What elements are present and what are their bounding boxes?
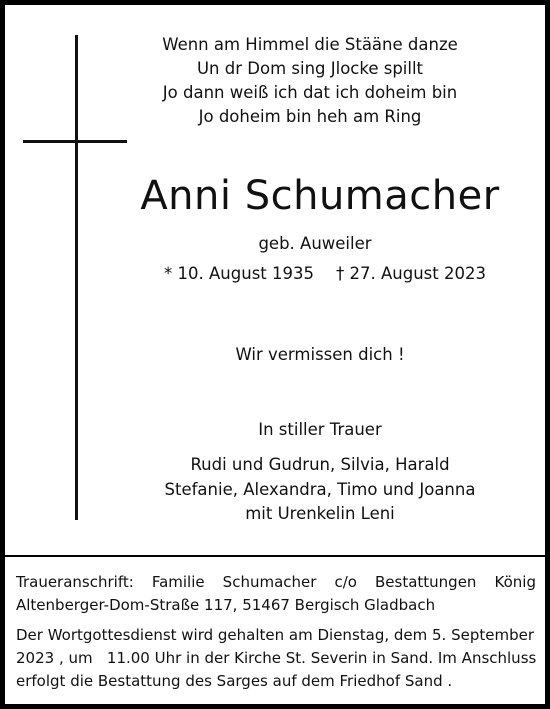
- obituary-notice: [5, 5, 545, 704]
- poem: [135, 33, 485, 129]
- service-line: 2023 , um 11.00 Uhr in der Kirche St. Severin in Sand. Im Anschluss: [16, 649, 537, 667]
- poem-line: Jo dann weiß ich dat ich doheim bin: [162, 83, 458, 102]
- address-word: König: [494, 573, 536, 591]
- mourning-intro: In stiller Trauer: [258, 420, 382, 439]
- birth-date: * 10. August 1935: [164, 264, 314, 283]
- address-word: Familie: [151, 573, 205, 591]
- address-word: c/o: [334, 573, 357, 591]
- mourners-list: [135, 453, 505, 527]
- cross-icon-vertical: [75, 35, 78, 520]
- mourners-line: mit Urenkelin Leni: [245, 504, 395, 523]
- cross-icon-horizontal: [23, 140, 127, 143]
- deceased-name: Anni Schumacher: [140, 173, 500, 219]
- death-date: † 27. August 2023: [336, 264, 486, 283]
- poem-line: Wenn am Himmel die Stääne danze: [162, 35, 458, 54]
- street-address: Altenberger-Dom-Straße 117, 51467 Bergisch Gladbach: [16, 596, 436, 614]
- service-line: Der Wortgottesdienst wird gehalten am Dienstag, dem 5. September: [16, 626, 535, 644]
- mourners-line: Rudi und Gudrun, Silvia, Harald: [190, 455, 450, 474]
- address-word: Bestattungen: [375, 573, 477, 591]
- service-info: [16, 624, 536, 693]
- footer-info: [16, 571, 536, 693]
- farewell-message: Wir vermissen dich !: [235, 345, 405, 364]
- life-dates: [155, 264, 495, 283]
- section-divider: [5, 555, 545, 557]
- maiden-name: geb. Auweiler: [258, 234, 372, 253]
- service-line: erfolgt die Bestattung des Sarges auf dem Friedhof Sand .: [16, 672, 453, 690]
- address-word: Schumacher: [222, 573, 317, 591]
- mourning-address-line: [16, 571, 536, 594]
- mourners-line: Stefanie, Alexandra, Timo und Joanna: [164, 479, 476, 499]
- poem-line: Un dr Dom sing Jlocke spillt: [196, 59, 424, 78]
- poem-line: Jo doheim bin heh am Ring: [198, 107, 422, 126]
- address-word: Traueranschrift:: [16, 573, 134, 591]
